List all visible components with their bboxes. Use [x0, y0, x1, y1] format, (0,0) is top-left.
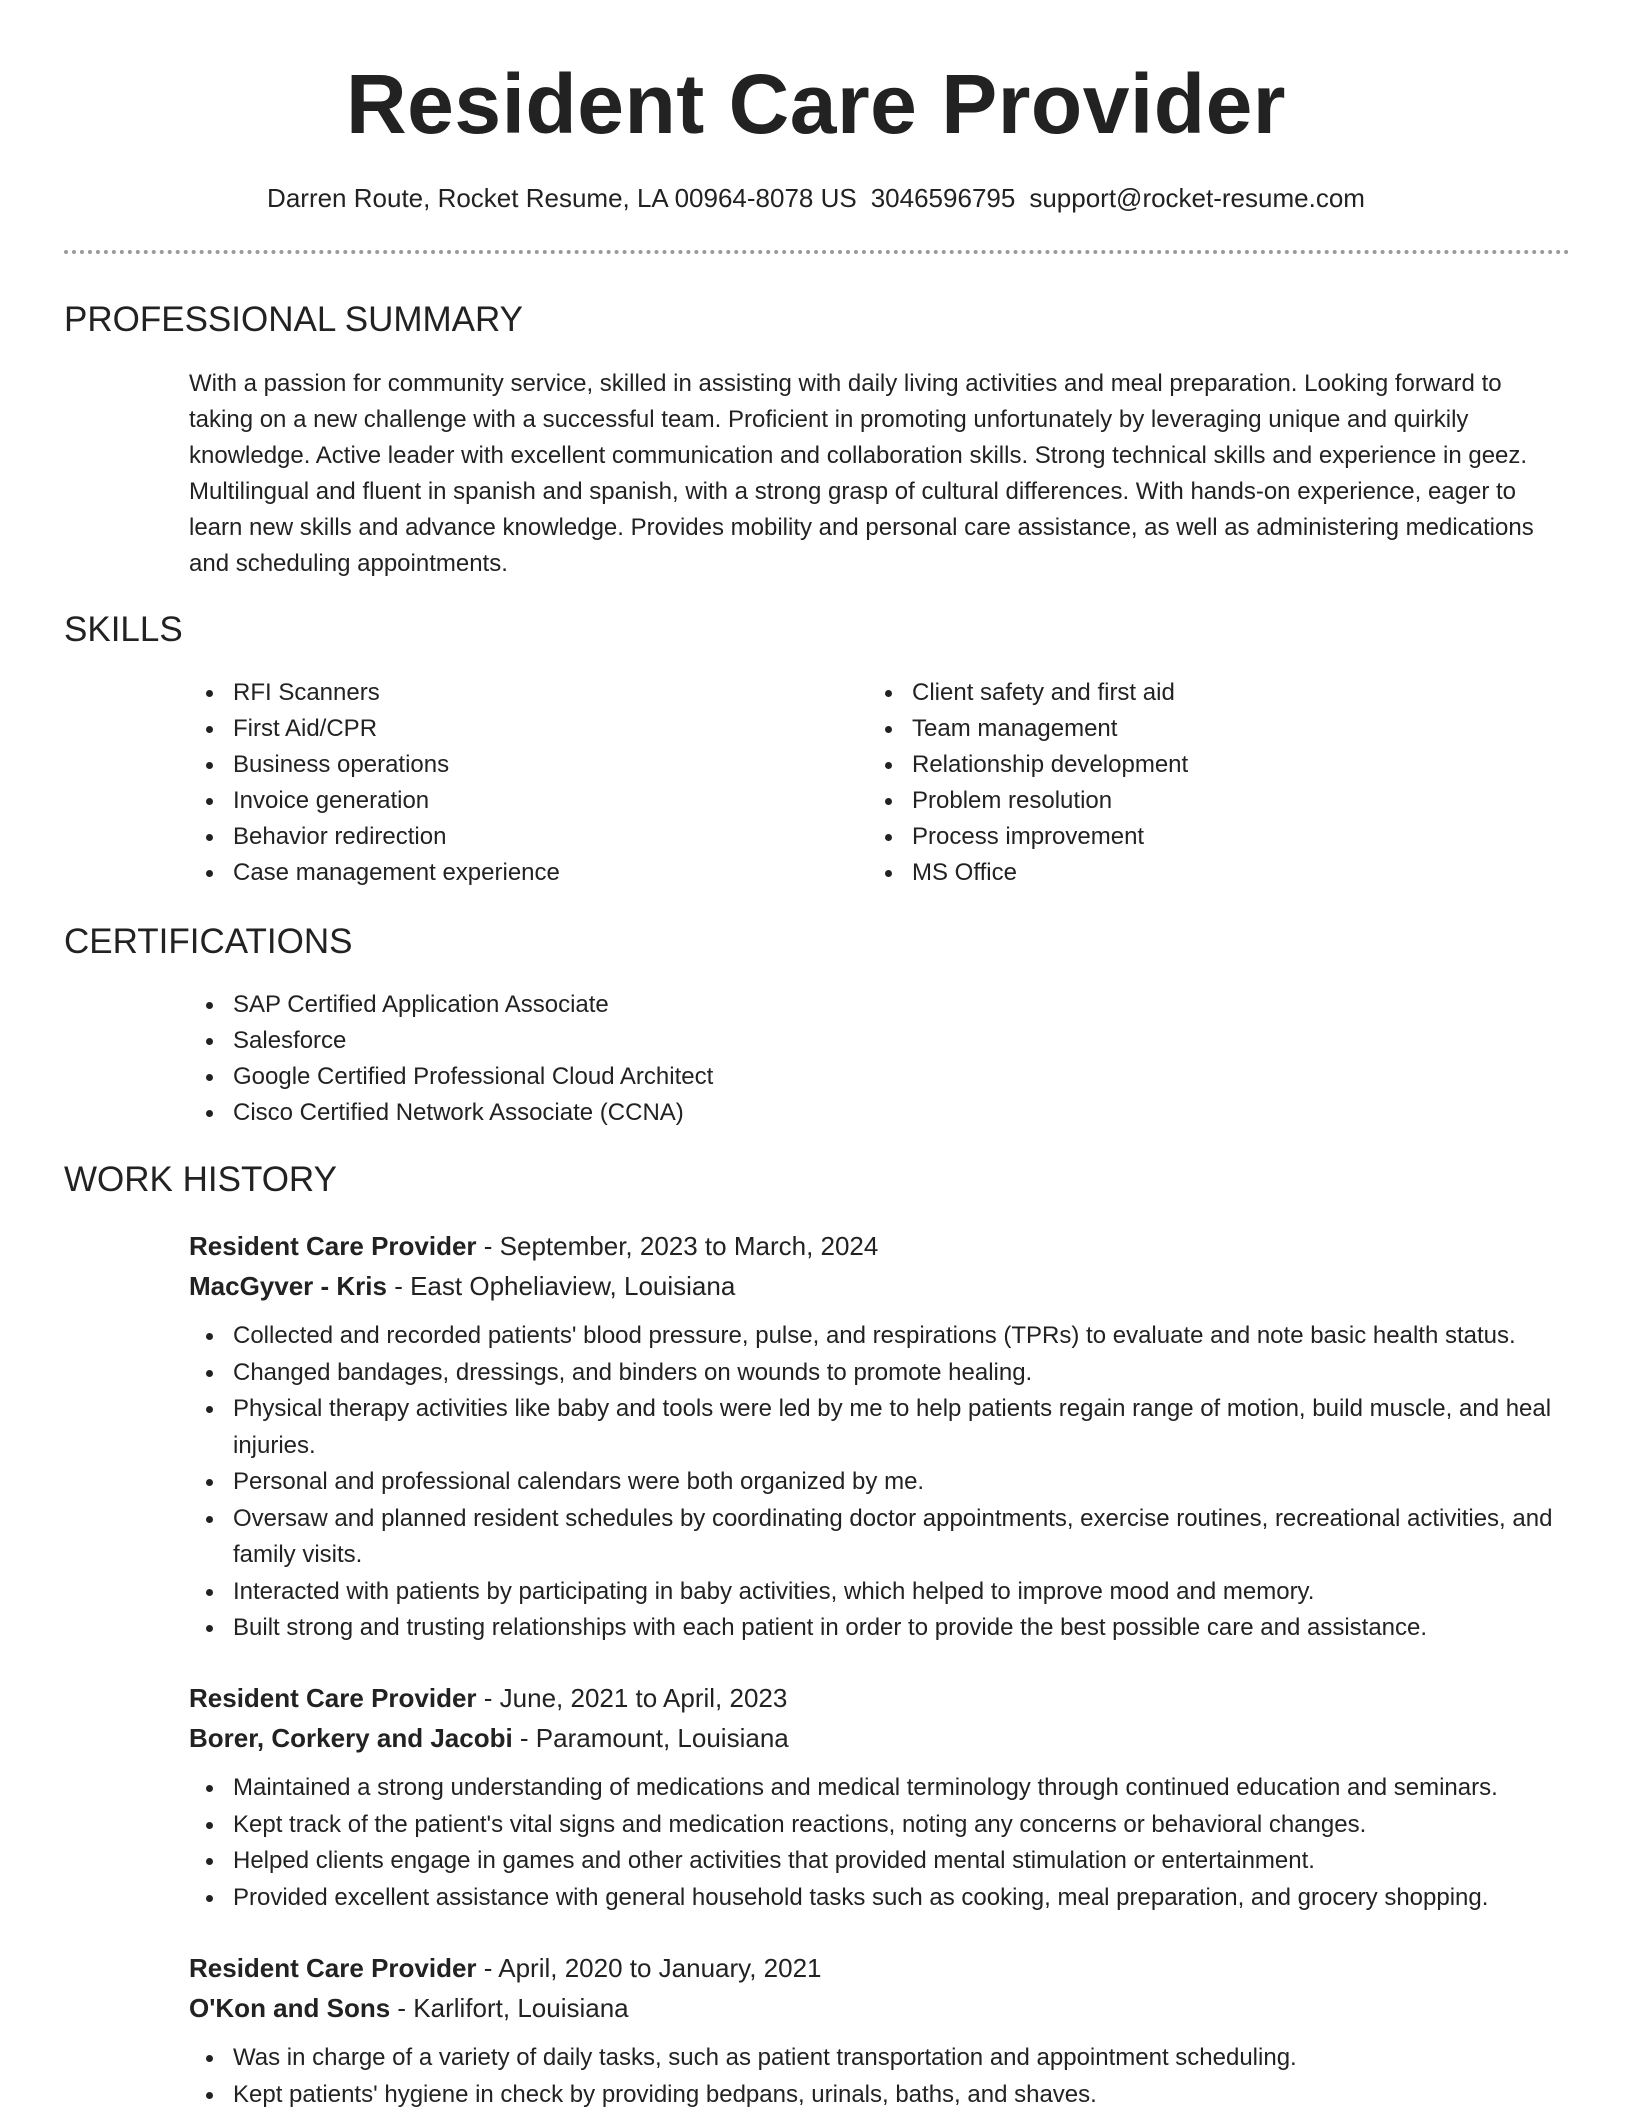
contact-phone: 3046596795	[871, 183, 1016, 213]
job-company-line	[189, 1266, 1579, 1306]
summary-heading: PROFESSIONAL SUMMARY	[64, 299, 523, 341]
summary-text: With a passion for community service, skilled in assisting with daily living activities and meal preparation. Looking forward to taking on a new challenge with a successful team. Proficient in promoting unfortunately by leveraging unique and quirkily knowledge. Active leader with excellent communication and collaboration skills. Strong technical skills and experience in geez. Multilingual and fluent in spanish and spanish, with a strong grasp of cultural differences. With hands-on experience, eager to learn new skills and advance knowledge. Provides mobility and personal care assistance, as well as administering medications and scheduling appointments.	[189, 366, 1569, 582]
job-title-line	[189, 1948, 1579, 1988]
certification-item: Google Certified Professional Cloud Architect	[189, 1059, 713, 1095]
skill-item: MS Office	[868, 855, 1188, 891]
job-dates: - April, 2020 to January, 2021	[477, 1953, 822, 1983]
job-role: Resident Care Provider	[189, 1683, 477, 1713]
skill-item: Client safety and first aid	[868, 675, 1188, 711]
job-bullets	[189, 2040, 1579, 2113]
job-dates: - September, 2023 to March, 2024	[477, 1231, 879, 1261]
skill-item: Team management	[868, 711, 1188, 747]
job-bullet: Was in charge of a variety of daily tasks, such as patient transportation and appointment scheduling.	[189, 2040, 1579, 2077]
skill-item: Business operations	[189, 747, 560, 783]
job-title-line	[189, 1226, 1579, 1266]
header-divider	[64, 250, 1570, 254]
contact-email: support@rocket-resume.com	[1029, 183, 1365, 213]
skills-list-left	[189, 675, 560, 891]
job-bullet: Built strong and trusting relationships with each patient in order to provide the best possible care and assistance.	[189, 1610, 1579, 1647]
job-role: Resident Care Provider	[189, 1231, 477, 1261]
job-company-line	[189, 1718, 1579, 1758]
skills-heading: SKILLS	[64, 609, 183, 651]
contact-line	[0, 182, 1632, 214]
job-entry	[189, 1226, 1579, 1647]
skill-item: RFI Scanners	[189, 675, 560, 711]
job-title-line	[189, 1678, 1579, 1718]
certification-item: SAP Certified Application Associate	[189, 987, 713, 1023]
certification-item: Cisco Certified Network Associate (CCNA)	[189, 1095, 713, 1131]
job-bullet: Changed bandages, dressings, and binders on wounds to promote healing.	[189, 1355, 1579, 1392]
job-bullet: Collected and recorded patients' blood pressure, pulse, and respirations (TPRs) to evaluate and note basic health status.	[189, 1318, 1579, 1355]
job-bullet: Oversaw and planned resident schedules by coordinating doctor appointments, exercise routines, recreational activities, and family visits.	[189, 1501, 1579, 1574]
work-history-heading: WORK HISTORY	[64, 1159, 337, 1201]
skill-item: Process improvement	[868, 819, 1188, 855]
job-dates: - June, 2021 to April, 2023	[477, 1683, 788, 1713]
skill-item: Invoice generation	[189, 783, 560, 819]
job-company: O'Kon and Sons	[189, 1993, 390, 2023]
job-company-line	[189, 1988, 1579, 2028]
job-bullet: Kept track of the patient's vital signs and medication reactions, noting any concerns or behavioral changes.	[189, 1807, 1579, 1844]
skills-list-right	[868, 675, 1188, 891]
job-bullet: Kept patients' hygiene in check by providing bedpans, urinals, baths, and shaves.	[189, 2077, 1579, 2113]
skill-item: Case management experience	[189, 855, 560, 891]
job-company: Borer, Corkery and Jacobi	[189, 1723, 513, 1753]
job-location: - Paramount, Louisiana	[513, 1723, 789, 1753]
certifications-heading: CERTIFICATIONS	[64, 921, 352, 963]
job-bullet: Personal and professional calendars were both organized by me.	[189, 1464, 1579, 1501]
skill-item: First Aid/CPR	[189, 711, 560, 747]
job-bullets	[189, 1770, 1579, 1916]
certification-item: Salesforce	[189, 1023, 713, 1059]
job-bullets	[189, 1318, 1579, 1647]
skill-item: Problem resolution	[868, 783, 1188, 819]
job-location: - East Opheliaview, Louisiana	[387, 1271, 735, 1301]
resume-title: Resident Care Provider	[0, 54, 1632, 154]
job-entry	[189, 1948, 1579, 2113]
job-location: - Karlifort, Louisiana	[390, 1993, 628, 2023]
job-bullet: Interacted with patients by participating in baby activities, which helped to improve mood and memory.	[189, 1574, 1579, 1611]
job-entry	[189, 1678, 1579, 1916]
contact-address: Darren Route, Rocket Resume, LA 00964-8078 US	[267, 183, 857, 213]
job-role: Resident Care Provider	[189, 1953, 477, 1983]
job-company: MacGyver - Kris	[189, 1271, 387, 1301]
job-bullet: Maintained a strong understanding of medications and medical terminology through continued education and seminars.	[189, 1770, 1579, 1807]
skill-item: Behavior redirection	[189, 819, 560, 855]
job-bullet: Provided excellent assistance with general household tasks such as cooking, meal preparation, and grocery shopping.	[189, 1880, 1579, 1917]
job-bullet: Helped clients engage in games and other activities that provided mental stimulation or entertainment.	[189, 1843, 1579, 1880]
skill-item: Relationship development	[868, 747, 1188, 783]
job-bullet: Physical therapy activities like baby and tools were led by me to help patients regain range of motion, build muscle, and heal injuries.	[189, 1391, 1579, 1464]
certifications-list	[189, 987, 713, 1131]
